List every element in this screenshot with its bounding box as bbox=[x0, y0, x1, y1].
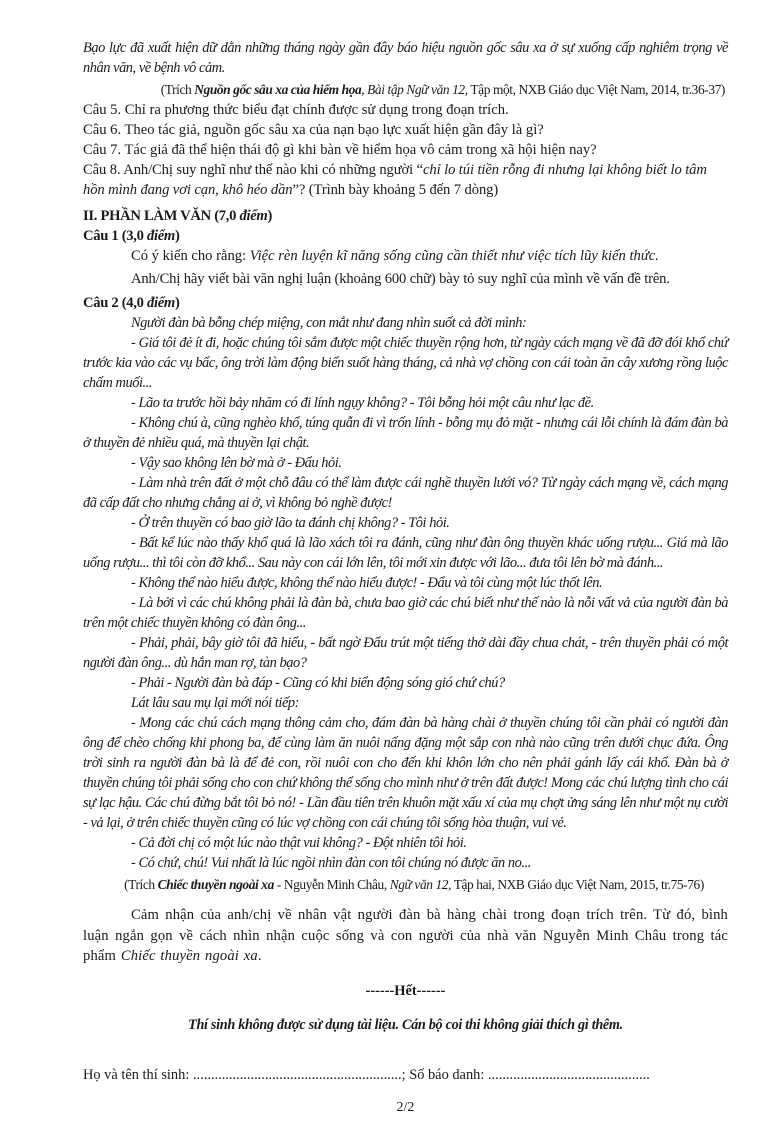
q1-line-1 bbox=[131, 246, 728, 266]
candidate-info-line bbox=[83, 1065, 728, 1085]
page-number: 2/2 bbox=[396, 1099, 415, 1115]
section-title-points: điểm bbox=[239, 208, 268, 224]
candidate-number-label: ; Số báo danh: bbox=[401, 1067, 488, 1084]
q1-heading bbox=[83, 226, 728, 246]
excerpt-paragraph: - Ở trên thuyền có bao giờ lão ta đánh chị không? - Tôi hỏi. bbox=[131, 515, 450, 531]
question-label: Câu 5. bbox=[83, 102, 122, 118]
q1-heading-close: ) bbox=[174, 228, 180, 244]
citation-title: Nguồn gốc sâu xa của hiểm họa bbox=[194, 82, 362, 97]
excerpt-paragraph: Lát lâu sau mụ lại mới nói tiếp: bbox=[131, 695, 299, 711]
exam-page bbox=[83, 38, 728, 1130]
excerpt-paragraph: - Là bởi vì các chú không phải là đàn bà, chưa bao giờ các chú biết như thế nào là nỗi vất vả của người đàn bà trên một chiếc thuyền không có đàn ông... bbox=[83, 595, 728, 631]
question-list bbox=[83, 100, 728, 200]
task-text: Cảm nhận của anh/chị về nhân vật người đàn bà hàng chài trong đoạn trích trên. Từ đó, bình luận ngắn gọn về cách nhìn nhận cuộc sống và con người của nhà văn Nguyễn Minh Châu trong tác phẩm bbox=[83, 907, 728, 964]
citation-book: Bài tập Ngữ văn 12 bbox=[367, 82, 465, 97]
citation-rest: , Tập một, NXB Giáo dục Việt Nam, 2014, tr.36-37) bbox=[464, 82, 725, 97]
question-8 bbox=[83, 160, 728, 200]
q2-task bbox=[83, 905, 728, 967]
citation-prefix: (Trích bbox=[160, 82, 195, 97]
q1-heading-points: điểm bbox=[147, 228, 175, 244]
q2-citation bbox=[83, 875, 728, 895]
candidate-name-field[interactable]: .......................................................... bbox=[192, 1067, 402, 1084]
excerpt-paragraph: Người đàn bà bỗng chép miệng, con mắt như đang nhìn suốt cả đời mình: bbox=[131, 315, 527, 331]
excerpt-paragraph: - Giá tôi đẻ ít đi, hoặc chúng tôi sắm được một chiếc thuyền rộng hơn, từ ngày cách mạng về đã đỡ đói khổ chứ trước kia vào các vụ bấc, ông trời làm động biển suốt hàng tháng, cả nhà vợ chồng con cái toàn ăn cây xương rồng luộc chấm muối... bbox=[83, 335, 728, 391]
candidate-number-field[interactable]: ............................................. bbox=[487, 1067, 650, 1084]
question-label: Câu 7. bbox=[83, 142, 122, 158]
section-2-title bbox=[83, 206, 728, 226]
question-quote: chỉ lo túi tiền rỗng đi nhưng lại không biết lo tâm hồn mình đang vơi cạn, khô héo dần bbox=[83, 162, 707, 198]
question-text: Theo tác giả, nguồn gốc sâu xa của nạn bạo lực xuất hiện gần đây là gì? bbox=[124, 122, 544, 138]
citation-prefix: (Trích bbox=[124, 877, 158, 892]
question-7 bbox=[83, 140, 728, 160]
excerpt-paragraph: - Cả đời chị có một lúc nào thật vui không? - Đột nhiên tôi hỏi. bbox=[131, 835, 467, 851]
candidate-name-label: Họ và tên thí sinh: bbox=[83, 1067, 193, 1084]
excerpt-paragraph: - Có chứ, chú! Vui nhất là lúc ngồi nhìn đàn con tôi chúng nó được ăn no... bbox=[131, 855, 531, 871]
excerpt-paragraph: - Không thể nào hiểu được, không thể nào hiểu được! - Đẩu và tôi cùng một lúc thốt lên. bbox=[131, 575, 603, 591]
q2-heading-points: điểm bbox=[147, 295, 175, 311]
excerpt-paragraph: - Lão ta trước hồi bảy nhăm có đi lính ngụy không? - Tôi bỗng hỏi một câu như lạc đề. bbox=[131, 395, 594, 411]
q1-heading-text: Câu 1 (3,0 bbox=[83, 228, 147, 244]
q1-prefix: Có ý kiến cho rằng: bbox=[131, 248, 250, 264]
question-text: Chỉ ra phương thức biểu đạt chính được sử dụng trong đoạn trích. bbox=[124, 102, 509, 118]
q2-heading bbox=[83, 293, 728, 313]
section-title-text: II. PHẦN LÀM VĂN (7,0 bbox=[83, 208, 240, 224]
q1-line-2: Anh/Chị hãy viết bài văn nghị luận (khoảng 600 chữ) bày tỏ suy nghĩ của mình về vấn đề trên. bbox=[131, 271, 670, 287]
excerpt-paragraph: - Không chú à, cũng nghèo khổ, túng quẫn đi vì trốn lính - bỗng mụ đỏ mặt - nhưng cái lỗi chính là đám đàn bà ở thuyền đẻ nhiều quá, mà thuyền lại chật. bbox=[83, 415, 728, 451]
excerpt-paragraph: - Vậy sao không lên bờ mà ở - Đẩu hỏi. bbox=[131, 455, 342, 471]
question-text-after: ”? (Trình bày khoảng 5 đến 7 dòng) bbox=[292, 182, 499, 198]
citation-author: - Nguyễn Minh Châu, bbox=[273, 877, 390, 892]
excerpt-paragraph: - Phải, phải, bây giờ tôi đã hiểu, - bất ngờ Đẩu trút một tiếng thở dài đầy chua chát, - trên thuyền phải có một người đàn ông... dù hắn man rợ, tàn bạo? bbox=[83, 635, 728, 671]
q2-heading-text: Câu 2 (4,0 bbox=[83, 295, 147, 311]
q1-body bbox=[83, 246, 728, 289]
exam-note: Thí sinh không được sử dụng tài liệu. Cán bộ coi thi không giải thích gì thêm. bbox=[188, 1017, 623, 1034]
excerpt-paragraph: - Mong các chú cách mạng thông cảm cho, đám đàn bà hàng chài ở thuyền chúng tôi cần phải có người đàn ông để chèo chống khi phong ba, để cùng làm ăn nuôi nấng đặng một sắp con nhà nào cũng trên dưới chục đứa. Ông trời sinh ra người đàn bà là để đẻ con, rồi nuôi con cho đến khi khôn lớn cho nên phải gánh lấy cái khổ. Đàn bà ở thuyền chúng tôi phải sống cho con chứ không thể sống cho mình như ở trên đất được! Mong các chú lượng tình cho cái sự lạc hậu. Các chú đừng bắt tôi bỏ nó! - Lần đầu tiên trên khuôn mặt xấu xí của mụ chợt ửng sáng lên như một nụ cười - vả lại, ở trên chiếc thuyền cũng có lúc vợ chồng con cái chúng tôi sống hòa thuận, vui vẻ. bbox=[83, 715, 728, 831]
section-title-close: ) bbox=[267, 208, 273, 224]
excerpt-paragraph: - Phải - Người đàn bà đáp - Cũng có khi biển động sóng gió chứ chú? bbox=[131, 675, 505, 691]
question-text: Tác giả đã thể hiện thái độ gì khi bàn về hiểm họa vô cảm trong xã hội hiện nay? bbox=[124, 142, 597, 158]
question-label: Câu 8. bbox=[83, 162, 121, 178]
citation-book: Ngữ văn 12 bbox=[389, 877, 449, 892]
question-text: Anh/Chị suy nghĩ như thế nào khi có những người “ bbox=[123, 162, 424, 178]
question-5 bbox=[83, 100, 728, 120]
citation-rest: , Tập hai, NXB Giáo dục Việt Nam, 2015, tr.75-76) bbox=[448, 877, 704, 892]
citation-title: Chiếc thuyền ngoài xa bbox=[157, 877, 274, 892]
end-mark: ------Hết------ bbox=[365, 983, 446, 1000]
question-label: Câu 6. bbox=[83, 122, 122, 138]
excerpt-paragraph: - Bất kể lúc nào thấy khổ quá là lão xách tôi ra đánh, cũng như đàn ông thuyền khác uống rượu... Giá mà lão uống rượu... thì tôi còn đỡ khổ... Sau này con cái lớn lên, tôi mới xin được với lão... đưa tôi lên bờ mà đánh... bbox=[83, 535, 728, 571]
question-6 bbox=[83, 120, 728, 140]
reading-closing-text: Bạo lực đã xuất hiện dữ dằn những tháng ngày gần đây báo hiệu nguồn gốc sâu xa ở sự xuống cấp nghiêm trọng về nhân văn, về bệnh vô cảm. bbox=[83, 40, 728, 76]
citation-sep: , bbox=[361, 82, 368, 97]
task-work-title: Chiếc thuyền ngoài xa bbox=[120, 948, 258, 964]
reading-citation bbox=[83, 80, 728, 100]
task-text-end: . bbox=[257, 948, 262, 964]
q1-quote: Việc rèn luyện kĩ năng sống cũng cần thiết như việc tích lũy kiến thức. bbox=[249, 248, 659, 264]
q2-excerpt bbox=[83, 313, 728, 873]
excerpt-paragraph: - Làm nhà trên đất ở một chỗ đâu có thể làm được cái nghề thuyền lưới vó? Từ ngày cách mạng về, cách mạng đã cấp đất cho nhưng chẳng ai ở, vì không bỏ nghề được! bbox=[83, 475, 728, 511]
q2-heading-close: ) bbox=[174, 295, 180, 311]
